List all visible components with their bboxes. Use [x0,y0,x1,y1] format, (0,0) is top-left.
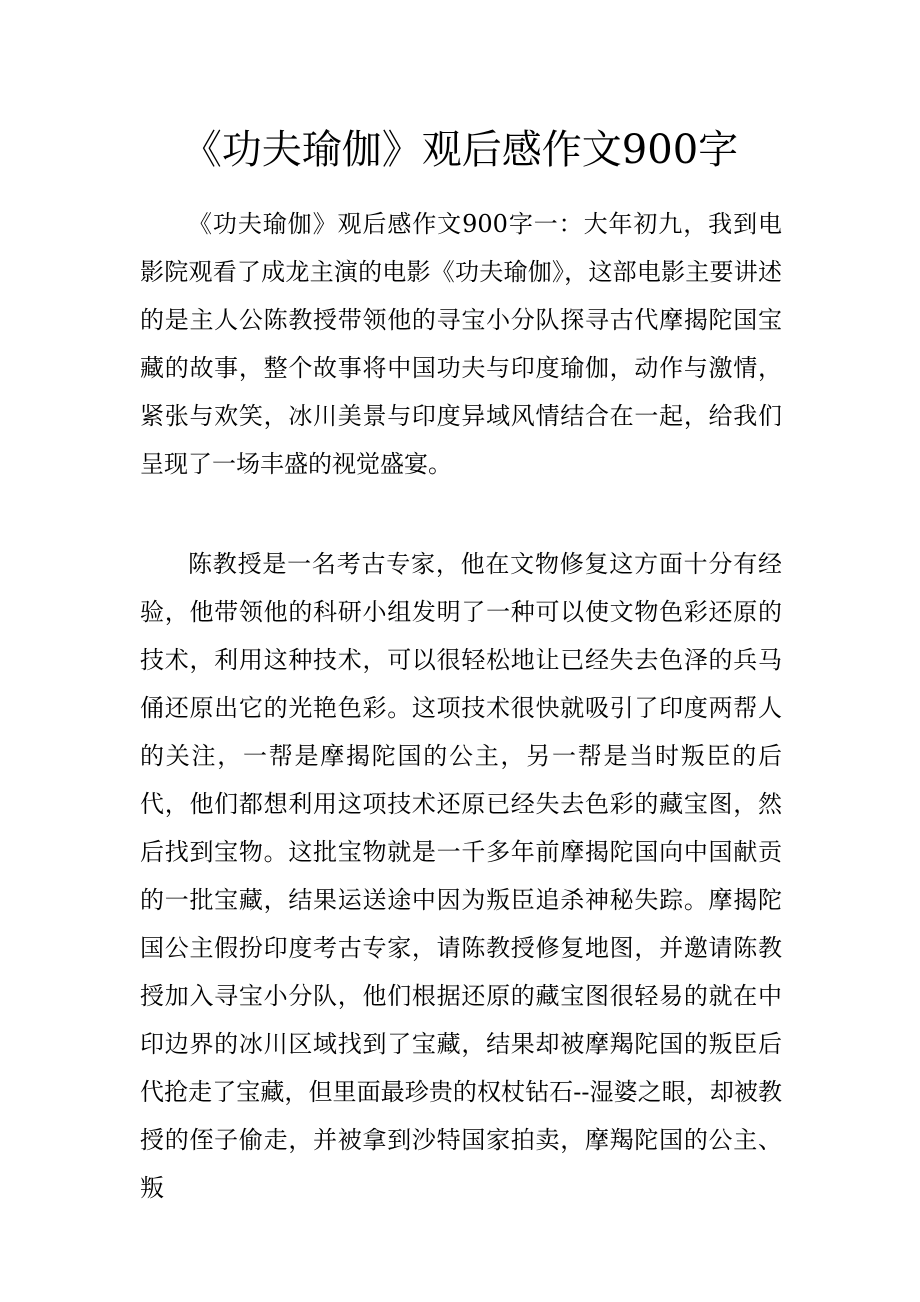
document-title: 《功夫瑜伽》观后感作文900字 [181,127,739,173]
paragraph-plot: 陈教授是一名考古专家，他在文物修复这方面十分有经验，他带领他的科研小组发明了一种可以使文物色彩还原的技术，利用这种技术，可以很轻松地让已经失去色泽的兵马俑还原出它的光艳色彩。这项技术很快就吸引了印度两帮人的关注，一帮是摩揭陀国的公主，另一帮是当时叛臣的后代，他们都想利用这项技术还原已经失去色彩的藏宝图，然后找到宝物。这批宝物就是一千多年前摩揭陀国向中国献贡的一批宝藏，结果运送途中因为叛臣追杀神秘失踪。摩揭陀国公主假扮印度考古专家，请陈教授修复地图，并邀请陈教授加入寻宝小分队，他们根据还原的藏宝图很轻易的就在中印边界的冰川区域找到了宝藏，结果却被摩羯陀国的叛臣后代抢走了宝藏，但里面最珍贵的权杖钻石--湿婆之眼，却被教授的侄子偷走，并被拿到沙特国家拍卖，摩羯陀国的公主、叛 [140,550,782,1202]
paragraph-intro: 《功夫瑜伽》观后感作文900字一：大年初九，我到电影院观看了成龙主演的电影《功夫瑜伽》，这部电影主要讲述的是主人公陈教授带领他的寻宝小分队探寻古代摩揭陀国宝藏的故事，整个故事将中国功夫与印度瑜伽，动作与激情，紧张与欢笑，冰川美景与印度异域风情结合在一起，给我们呈现了一场丰盛的视觉盛宴。 [140,210,782,478]
